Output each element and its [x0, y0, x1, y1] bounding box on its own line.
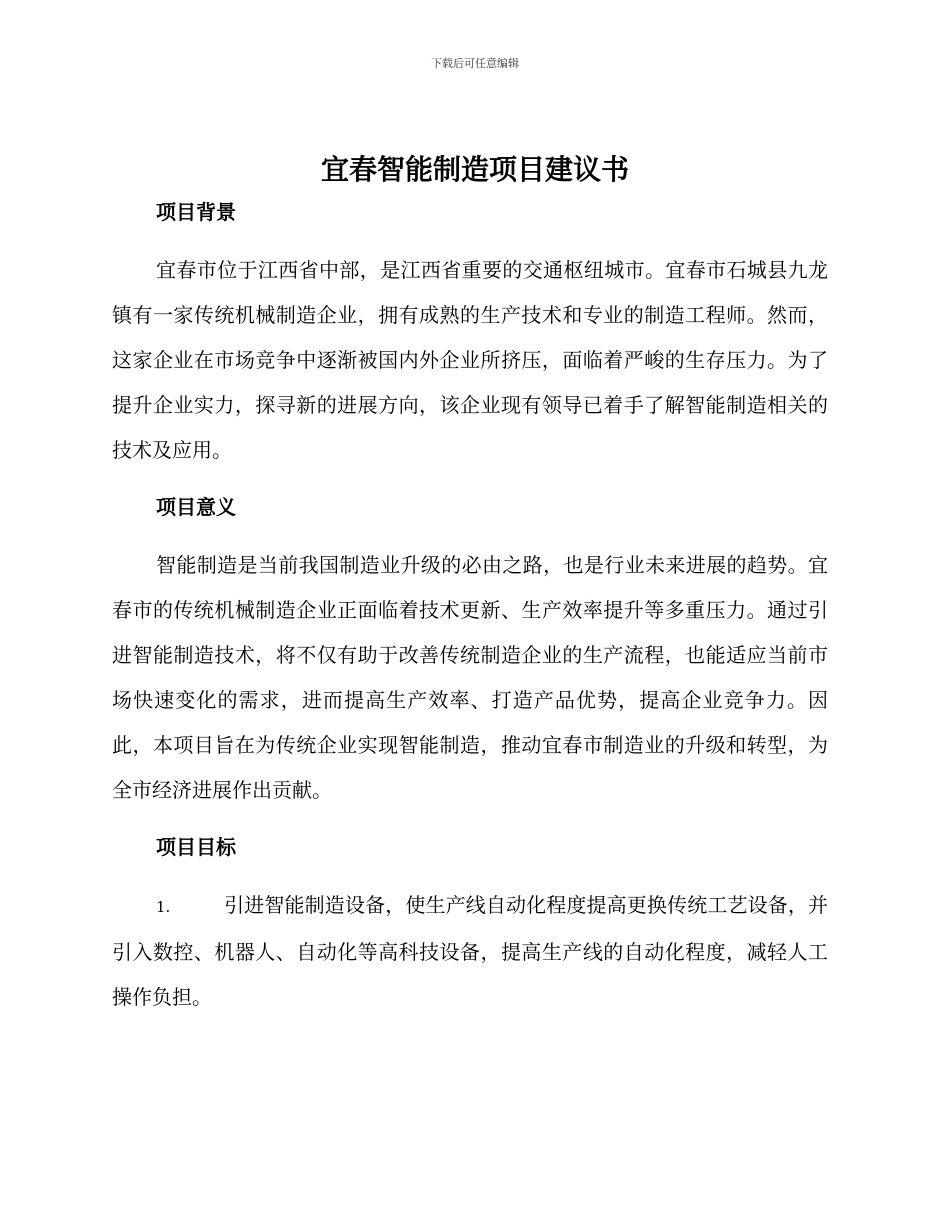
list-item-number: 1.	[156, 898, 171, 916]
header-note: 下载后可任意编辑	[431, 57, 519, 70]
document-title: 宜春智能制造项目建议书	[320, 153, 629, 186]
list-item-text: 引进智能制造设备，使生产线自动化程度提高更换传统工艺设备，并引入数控、机器人、自动化等高科技设备，提高生产线的自动化程度，减轻人工操作负担。	[112, 893, 828, 1009]
section-heading-background: 项目背景	[156, 200, 236, 224]
section-paragraph-background: 宜春市位于江西省中部，是江西省重要的交通枢纽城市。宜春市石城县九龙镇有一家传统机械制造企业，拥有成熟的生产技术和专业的制造工程师。然而，这家企业在市场竞争中逐渐被国内外企业所挤压，面临着严峻的生存压力。为了提升企业实力，探寻新的进展方向，该企业现有领导已着手了解智能制造相关的技术及应用。	[112, 258, 828, 462]
section-paragraph-significance: 智能制造是当前我国制造业升级的必由之路，也是行业未来进展的趋势。宜春市的传统机械制造企业正面临着技术更新、生产效率提升等多重压力。通过引进智能制造技术，将不仅有助于改善传统制造企业的生产流程，也能适应当前市场快速变化的需求，进而提高生产效率、打造产品优势，提高企业竞争力。因此，本项目旨在为传统企业实现智能制造，推动宜春市制造业的升级和转型，为全市经济进展作出贡献。	[112, 553, 828, 802]
document-body	[112, 196, 828, 1020]
section-heading-significance: 项目意义	[156, 495, 236, 519]
list-item	[112, 883, 828, 1020]
section-heading-goals: 项目目标	[156, 835, 236, 859]
